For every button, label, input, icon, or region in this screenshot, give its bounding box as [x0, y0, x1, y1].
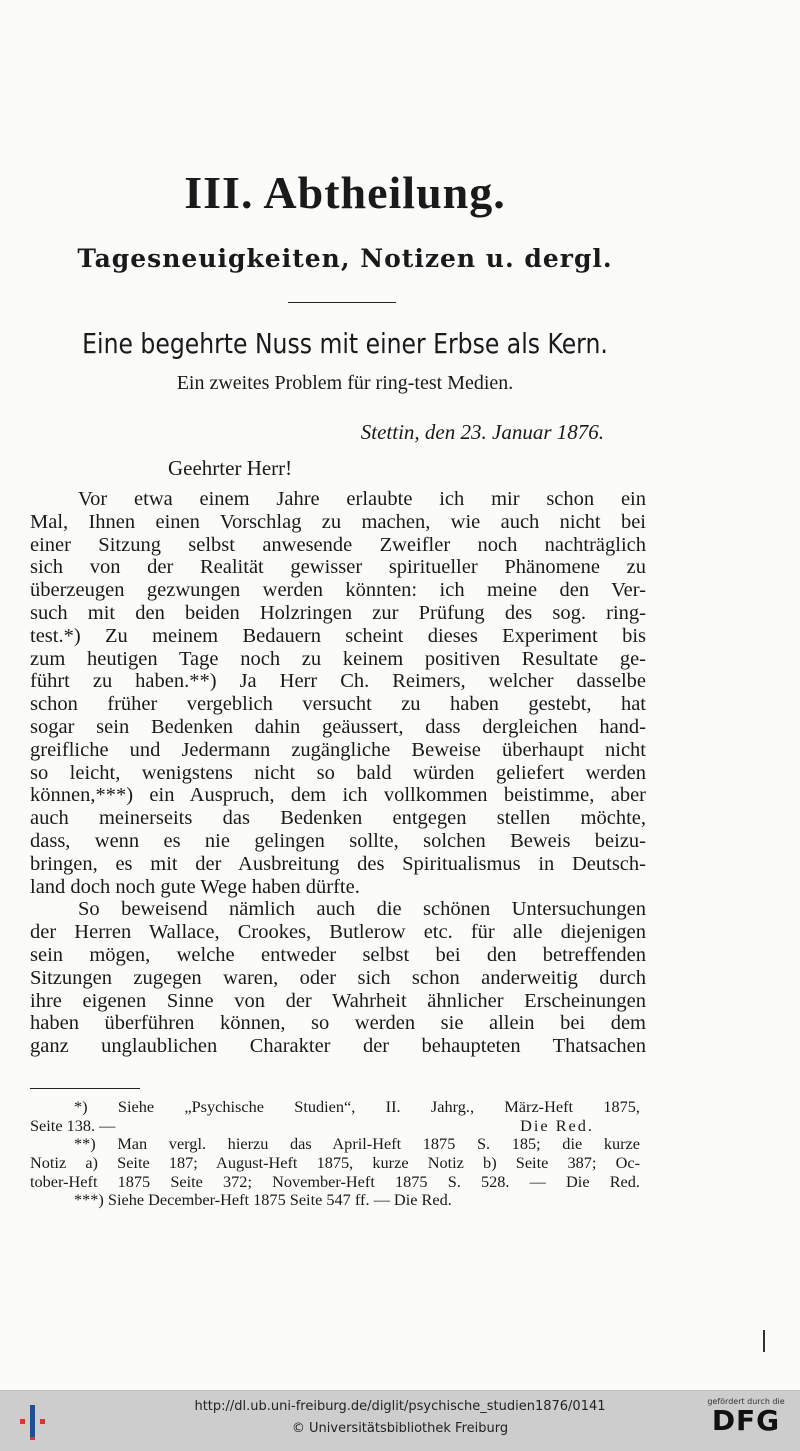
text-line: auch meinerseits das Bedenken entgegen stellen möchte,	[30, 807, 646, 830]
footnote-line: *) Siehe „Psychische Studien“, II. Jahrg., März-Heft 1875,	[74, 1097, 640, 1116]
footnote-line: Notiz a) Seite 187; August-Heft 1875, kurze Notiz b) Seite 387; Oc-	[30, 1153, 640, 1173]
footnote-divider	[30, 1088, 140, 1089]
text-line: zum heutigen Tage noch zu keinem positiven Resultate ge-	[30, 647, 646, 670]
letter-body	[30, 488, 646, 1058]
text-line: haben überführen können, so werden sie allein bei dem	[30, 1012, 646, 1035]
footnotes	[30, 1098, 640, 1210]
funder-note: gefördert durch die	[707, 1397, 785, 1406]
text-line: führt zu haben.**) Ja Herr Ch. Reimers, welcher dasselbe	[30, 670, 646, 693]
text-line: dass, wenn es nie gelingen sollte, solchen Beweis beizu-	[30, 829, 646, 852]
text-line: können,***) ein Auspruch, dem ich vollkommen beistimme, aber	[30, 784, 646, 807]
text-line: sich von der Realität gewisser spiritueller Phänomene zu	[30, 556, 646, 579]
text-line: So beweisend nämlich auch die schönen Untersuchungen	[78, 898, 646, 921]
text-line: land doch noch gute Wege haben dürfte.	[30, 875, 360, 898]
viewer-footer-bar	[0, 1390, 800, 1451]
text-line: schon früher vergeblich versucht zu haben gestebt, hat	[30, 693, 646, 716]
footnote-signature: Die Red.	[520, 1115, 594, 1135]
text-line: greifliche und Jedermann zugängliche Beweise überhaupt nicht	[30, 738, 646, 761]
text-line: Vor etwa einem Jahre erlaubte ich mir schon ein	[78, 488, 646, 510]
text-line: überzeugen gezwungen werden könnten: ich meine den Ver-	[30, 579, 646, 602]
footnote-line	[30, 1117, 640, 1136]
text-line: der Herren Wallace, Crookes, Butlerow etc. für alle diejenigen	[30, 921, 646, 944]
section-heading: Tagesneuigkeiten, Notizen u. dergl.	[77, 244, 613, 273]
article-title: Eine begehrte Nuss mit einer Erbse als Kern.	[82, 327, 608, 360]
text-line: so leicht, wenigstens nicht so bald würden geliefert werden	[30, 761, 646, 784]
place-date: Stettin, den 23. Januar 1876.	[360, 420, 604, 444]
text-line: einer Sitzung selbst anwesende Zweifler noch nachträglich	[30, 533, 646, 556]
permalink-url[interactable]: http://dl.ub.uni-freiburg.de/diglit/psychische_studien1876/0141	[194, 1399, 606, 1414]
salutation: Geehrter Herr!	[168, 456, 293, 480]
footnote-line: tober-Heft 1875 Seite 372; November-Heft 1875 S. 528. — Die Red.	[30, 1171, 640, 1191]
text-line: ihre eigenen Sinne von der Wahrheit ähnlicher Erscheinungen	[30, 989, 646, 1012]
text-line: Mal, Ihnen einen Vorschlag zu machen, wie auch nicht bei	[30, 510, 646, 533]
text-line: ganz unglaublichen Charakter der behaupteten Thatsachen	[30, 1035, 646, 1058]
margin-mark	[763, 1330, 765, 1352]
footnote-line: **) Man vergl. hierzu das April-Heft 1875 S. 185; die kurze	[74, 1134, 640, 1154]
footnote-text: Seite 138. —	[30, 1115, 116, 1135]
dfg-logo-text: DFG	[711, 1404, 781, 1437]
footnote-line: ***) Siehe December-Heft 1875 Seite 547 ff. — Die Red.	[74, 1190, 452, 1210]
heading-divider	[288, 302, 396, 303]
text-line: sein mögen, welche entweder selbst bei den betreffenden	[30, 943, 646, 966]
part-heading: III. Abtheilung.	[184, 167, 506, 218]
text-line: bringen, es mit der Ausbreitung des Spiritualismus in Deutsch-	[30, 852, 646, 875]
dfg-logo	[702, 1393, 790, 1449]
copyright-notice: © Universitätsbibliothek Freiburg	[291, 1421, 509, 1436]
text-line: Sitzungen zugegen waren, oder sich schon anderweitig durch	[30, 966, 646, 989]
article-subtitle: Ein zweites Problem für ring-test Medien.	[176, 372, 514, 394]
text-line: test.*) Zu meinem Bedauern scheint dieses Experiment bis	[30, 624, 646, 647]
text-line: such mit den beiden Holzringen zur Prüfung des sog. ring-	[30, 601, 646, 624]
text-line: sogar sein Bedenken dahin geäussert, dass dergleichen hand-	[30, 715, 646, 738]
